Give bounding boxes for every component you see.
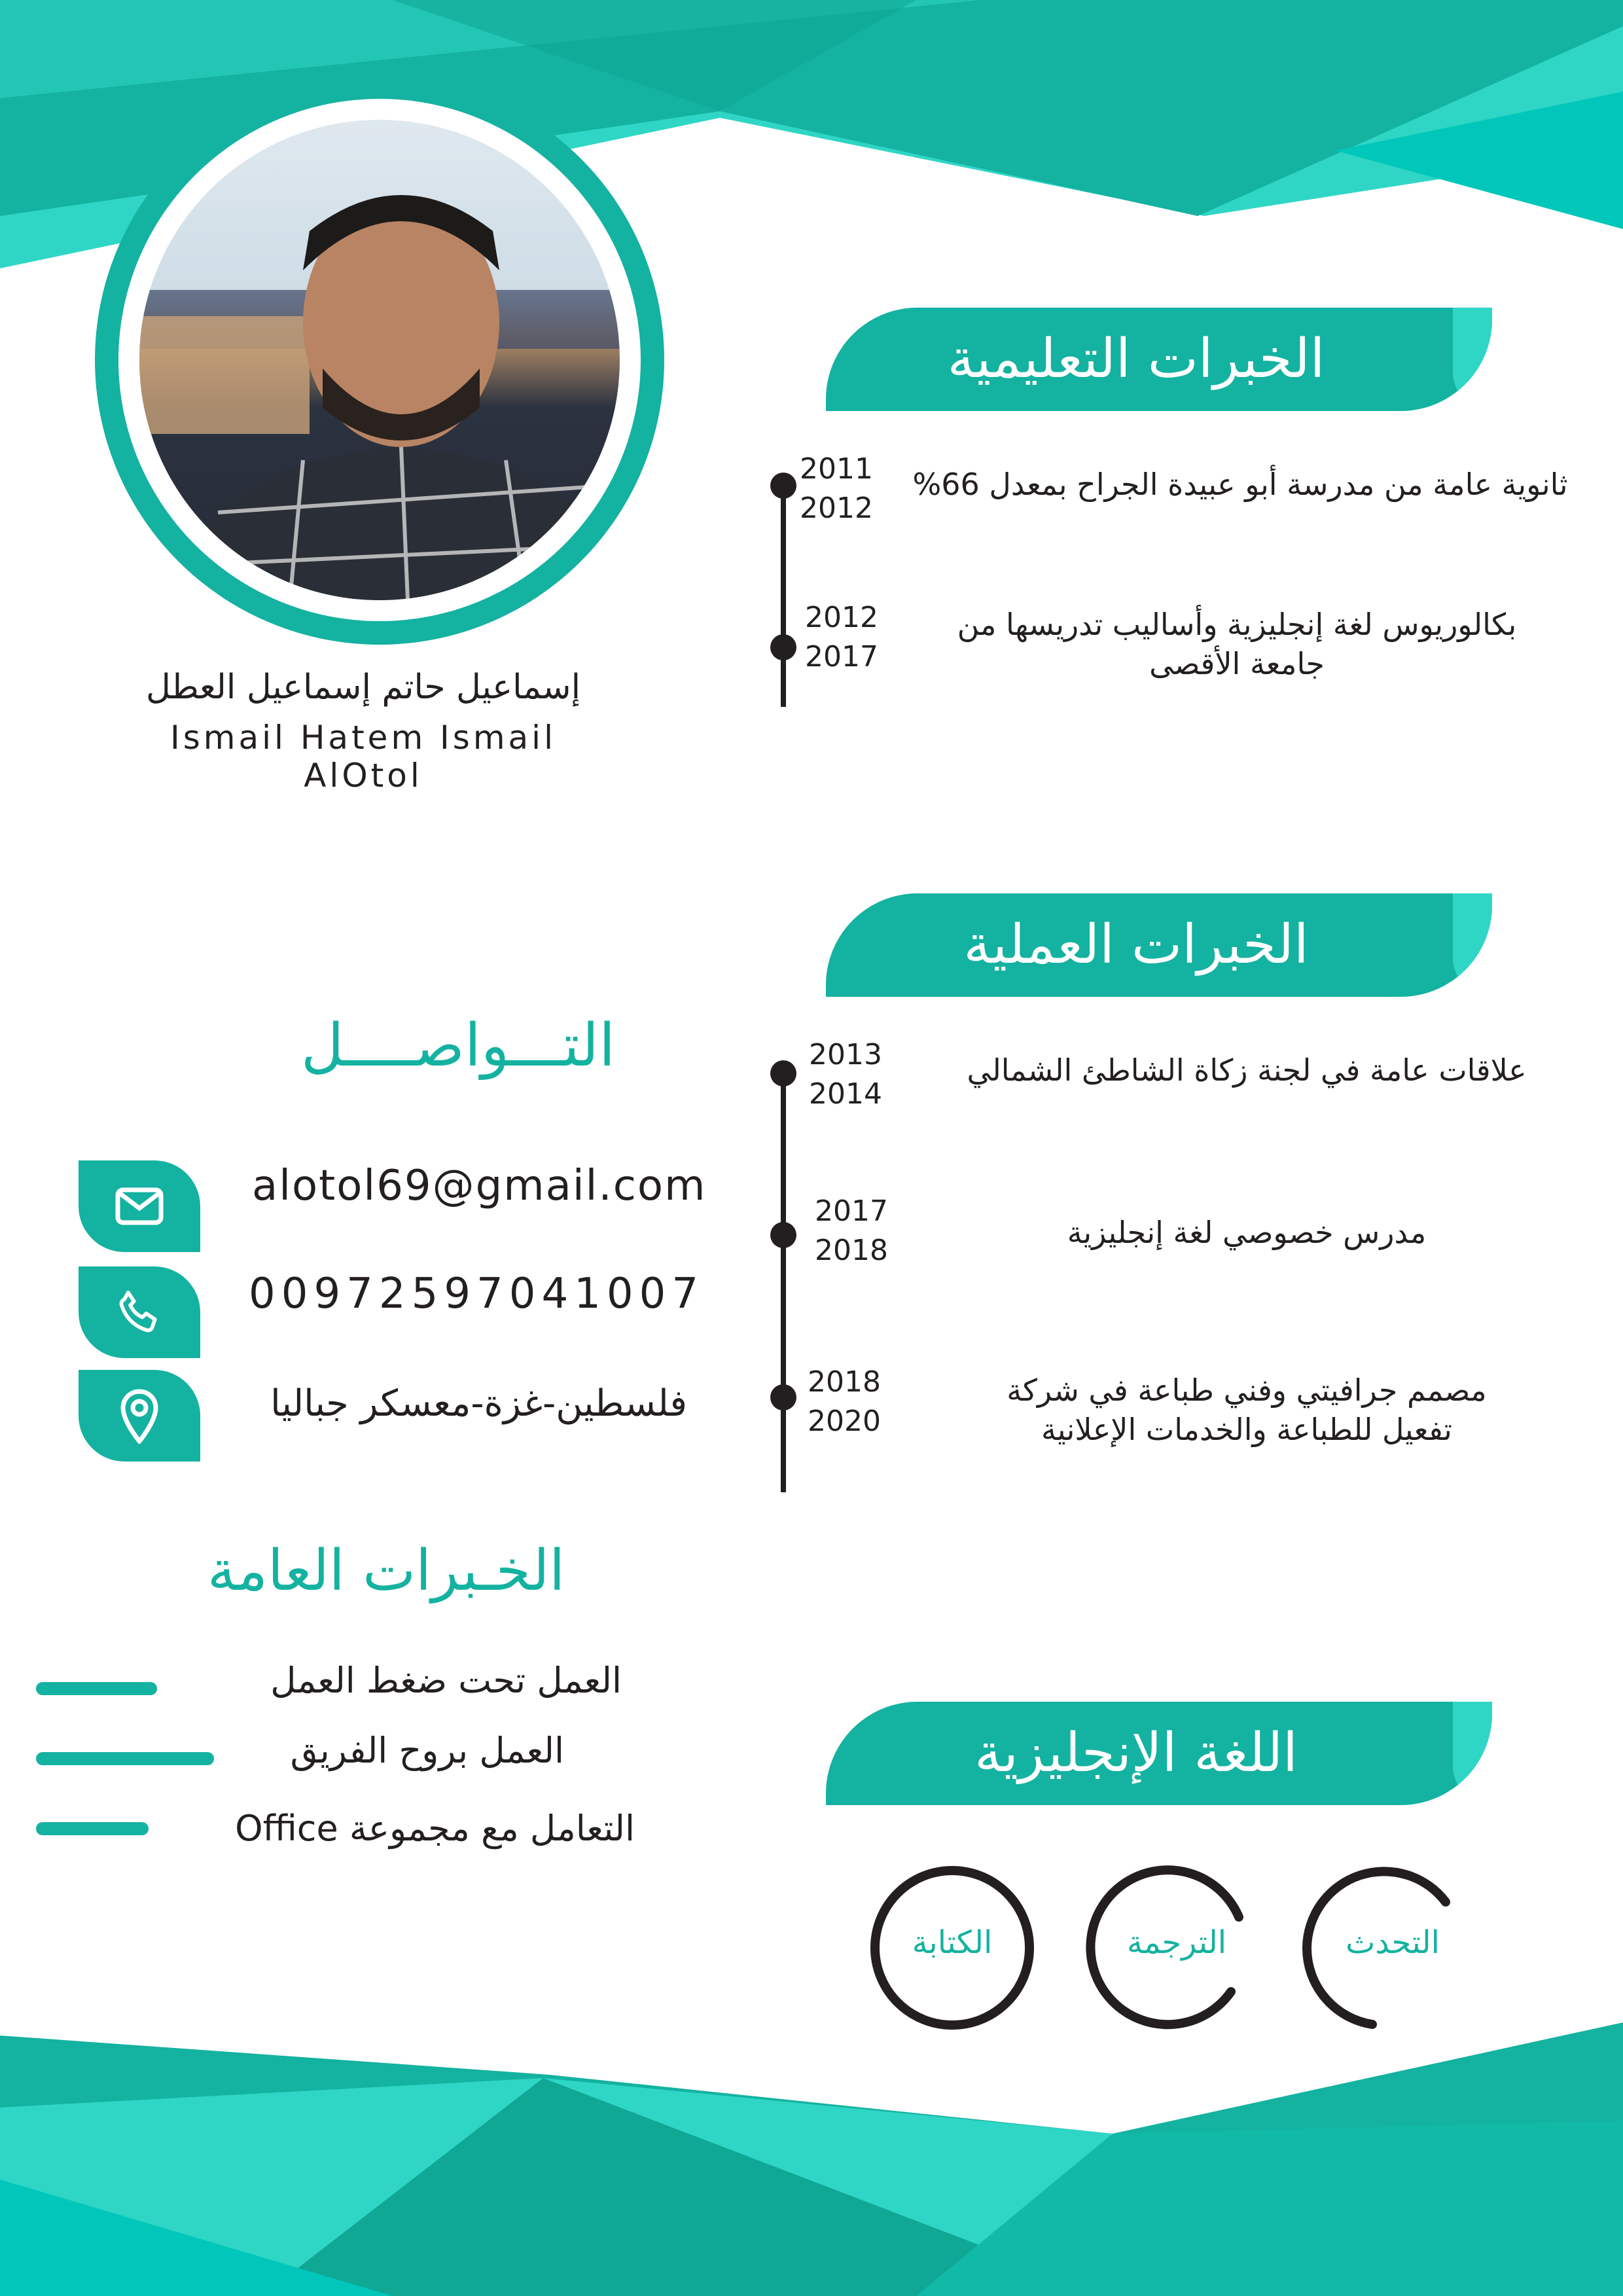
work-2-text: مدرس خصوصي لغة إنجليزية: [1067, 1215, 1427, 1250]
general-title: الخـبرات العامة: [207, 1538, 565, 1604]
work-title: الخبرات العملية: [963, 914, 1309, 976]
education-2-text: بكالوريوس لغة إنجليزية وأساليب تدريسها من جامعة الأقصى: [957, 607, 1517, 681]
skill-bar-1: [36, 1682, 157, 1695]
timeline-dot: [770, 1384, 796, 1410]
work-2-years: 2017 2018: [815, 1194, 888, 1267]
education-2-years: 2012 2017: [805, 601, 878, 673]
language-title: اللغة الإنجليزية: [974, 1722, 1298, 1784]
skill-label-2: العمل بروح الفريق: [290, 1730, 564, 1771]
mail-icon: [79, 1160, 200, 1252]
skill-bar-3: [36, 1822, 149, 1835]
email-text: alotol69@gmail.com: [252, 1162, 707, 1210]
skill-label-1: العمل تحت ضغط العمل: [270, 1660, 622, 1701]
work-3-years: 2018 2020: [808, 1365, 881, 1438]
education-title: الخبرات التعليمية: [947, 328, 1325, 390]
name-arabic: إسماعيل حاتم إسماعيل العطل: [145, 668, 581, 707]
education-banner: [826, 308, 1492, 411]
address-text: فلسطين-غزة-معسكر جباليا: [270, 1382, 687, 1425]
work-3-text: مصمم جرافيتي وفني طباعة في شركة تفعيل للطباعة والخدمات الإعلانية: [1007, 1372, 1487, 1447]
language-banner: [826, 1702, 1492, 1805]
language-label-translation: الترجمة: [1126, 1924, 1227, 1961]
skill-bar-2: [36, 1752, 214, 1765]
location-pin-icon: [79, 1370, 200, 1462]
timeline-dot: [770, 1222, 796, 1248]
timeline-dot: [770, 634, 796, 660]
skill-label-3: التعامل مع مجموعة Office: [235, 1808, 635, 1849]
timeline-dot: [770, 473, 796, 499]
name-english: Ismail Hatem Ismail AlOtol: [170, 719, 556, 795]
work-timeline-line: [781, 1073, 786, 1492]
work-banner: [826, 893, 1492, 997]
language-label-speaking: التحدث: [1346, 1924, 1440, 1961]
education-1-text: ثانوية عامة من مدرسة أبو عبيدة الجراح بمعدل 66%: [912, 467, 1568, 502]
phone-text: 00972597041007: [249, 1270, 705, 1318]
profile-photo-frame: [95, 75, 664, 645]
work-1-years: 2013 2014: [809, 1038, 882, 1111]
contact-title: التـــواصــــل: [300, 1011, 616, 1080]
work-1-text: علاقات عامة في لجنة زكاة الشاطئ الشمالي: [967, 1052, 1527, 1088]
phone-icon: [79, 1266, 200, 1358]
education-1-years: 2011 2012: [800, 452, 873, 525]
profile-photo: [139, 120, 620, 600]
education-timeline-line: [781, 478, 786, 707]
language-label-writing: الكتابة: [912, 1924, 993, 1961]
timeline-dot: [770, 1060, 796, 1086]
